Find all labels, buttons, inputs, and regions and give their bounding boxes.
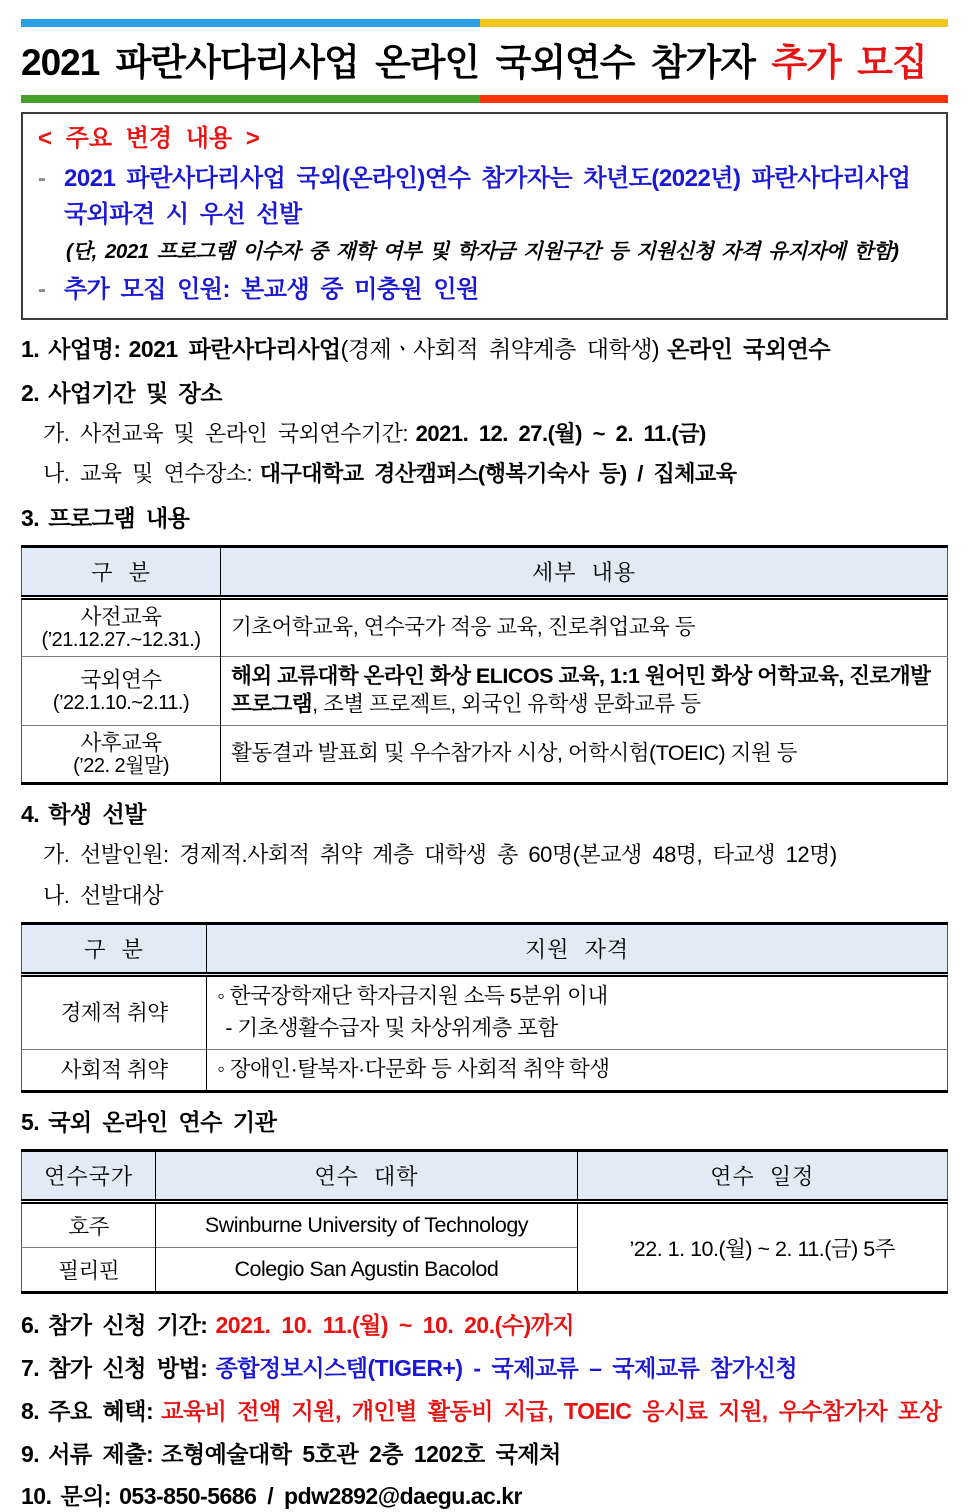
item-label: 문의: <box>60 1483 112 1510</box>
item-number: 1. <box>21 336 40 363</box>
institutions-table-header-country: 연수국가 <box>22 1150 156 1201</box>
item7-value: 종합정보시스템(TIGER+) - 국제교류 – 국제교류 참가신청 <box>215 1354 798 1381</box>
item-number: 4. <box>21 801 40 828</box>
item-number: 3. <box>21 504 40 531</box>
institutions-row2-country: 필리핀 <box>22 1247 156 1292</box>
section-item-7 <box>21 1354 948 1384</box>
section-item-9 <box>21 1440 948 1470</box>
sub-label: 가. 사전교육 및 온라인 국외연수기간: <box>43 420 408 446</box>
category-dates: (’22.1.10.~2.11.) <box>52 691 190 714</box>
page-title-main: 2021 파란사다리사업 온라인 국외연수 참가자 <box>21 42 756 83</box>
item-label: 참가 신청 기간: <box>48 1311 208 1338</box>
item-number: 8. <box>21 1397 40 1424</box>
page-title <box>21 40 948 86</box>
item-number: 5. <box>21 1109 40 1136</box>
bullet-dash: - <box>38 165 46 193</box>
item-label: 프로그램 내용 <box>48 504 190 531</box>
item10-value: 053-850-5686 / pdw2892@daegu.ac.kr <box>119 1483 522 1510</box>
notice-bullet-1 <box>38 161 931 233</box>
program-row1-detail: 기초어학교육, 연수국가 적응 교육, 진로취업교육 등 <box>221 597 948 656</box>
item-2-sub-a <box>21 420 948 449</box>
eligibility-table-header-qualification: 지원 자격 <box>207 924 948 975</box>
item6-value: 2021. 10. 11.(월) ~ 10. 20.(수)까지 <box>215 1311 575 1338</box>
qualification-line: ◦ 한국장학재단 학자금지원 소득 5분위 이내 <box>217 984 608 1009</box>
item-label: 학생 선발 <box>48 801 146 828</box>
notice-bullet-2-text: 추가 모집 인원: 본교생 중 미충원 인원 <box>64 276 479 304</box>
item-label: 국외 온라인 연수 기관 <box>48 1109 277 1136</box>
bullet-dash: - <box>38 276 46 304</box>
table-row <box>22 975 948 1050</box>
item-4-sub-a: 가. 선발인원: 경제적.사회적 취약 계층 대학생 총 60명(본교생 48명, 타교생 12명) <box>43 842 837 868</box>
notice-bullet-1-text: 2021 파란사다리사업 국외(온라인)연수 참가자는 차년도(2022년) 파란사다리사업 국외파견 시 우선 선발 <box>64 165 911 229</box>
notice-bullet-2 <box>38 272 931 308</box>
eligibility-table-header-category: 구 분 <box>22 924 207 975</box>
eligibility-row2-detail: ◦ 장애인·탈북자·다문화 등 사회적 취약 학생 <box>207 1050 948 1092</box>
item-2-sub-b <box>21 460 948 489</box>
item1-bold-part2: 온라인 국외연수 <box>667 336 831 363</box>
program-row3-detail: 활동결과 발표회 및 우수참가자 시상, 어학시험(TOEIC) 지원 등 <box>221 725 948 783</box>
section-item-8 <box>21 1397 948 1427</box>
category-dates: (’21.12.27.~12.31.) <box>41 628 201 651</box>
sub-label: 나. 교육 및 연수장소: <box>43 461 253 487</box>
bar-blue-segment <box>21 19 480 27</box>
program-table <box>21 545 948 786</box>
institutions-row1-university: Swinburne University of Technology <box>156 1201 577 1247</box>
eligibility-table <box>21 922 948 1093</box>
table-row <box>22 597 948 656</box>
bar-red-segment <box>480 95 948 103</box>
item-label: 주요 혜택: <box>48 1397 154 1424</box>
category-name: 사후교육 <box>80 730 162 755</box>
program-row3-category <box>22 725 221 783</box>
eligibility-row1-category: 경제적 취약 <box>60 1001 168 1026</box>
notice-note: (단, 2021 프로그램 이수자 중 재학 여부 및 학자금 지원구간 등 지원신청 자격 유지자에 한함) <box>66 240 899 264</box>
section-item-1 <box>21 335 948 364</box>
institutions-table-header-university: 연수 대학 <box>156 1150 577 1201</box>
institutions-row1-country: 호주 <box>68 1214 109 1239</box>
item-number: 7. <box>21 1354 40 1381</box>
institutions-table <box>21 1149 948 1294</box>
table-header-row <box>22 546 948 597</box>
item-number: 2. <box>21 379 40 406</box>
qualification-line: - 기초생활수급자 및 차상위계층 포함 <box>225 1016 558 1041</box>
section-item-6 <box>21 1311 948 1341</box>
section-item-10 <box>21 1482 948 1512</box>
item1-normal-part: (경제ㆍ사회적 취약계층 대학생) <box>340 336 660 363</box>
item-4-sub-b: 나. 선발대상 <box>43 882 163 908</box>
program-table-header-category: 구 분 <box>22 546 221 597</box>
bar-yellow-segment <box>480 19 948 27</box>
institutions-schedule: ’22. 1. 10.(월) ~ 2. 11.(금) 5주 <box>577 1201 947 1292</box>
eligibility-row2-category: 사회적 취약 <box>22 1050 207 1092</box>
sub-value: 대구대학교 경산캠퍼스(행복기숙사 등) / 집체교육 <box>259 461 737 487</box>
program-row2-detail <box>221 657 948 726</box>
program-row1-category <box>22 597 221 656</box>
table-row <box>22 657 948 726</box>
second-color-bar <box>21 95 948 103</box>
category-dates: (’22. 2월말) <box>73 754 169 777</box>
section-item-3 <box>21 504 948 533</box>
item9-value: 조형예술대학 5호관 2층 1202호 국제처 <box>161 1440 561 1467</box>
item-number: 10. <box>21 1483 52 1510</box>
item-number: 9. <box>21 1440 40 1467</box>
item-label: 참가 신청 방법: <box>48 1354 208 1381</box>
bar-green-segment <box>21 95 480 103</box>
table-header-row <box>22 1150 948 1201</box>
program-row2-category <box>22 657 221 726</box>
institutions-table-header-schedule: 연수 일정 <box>577 1150 947 1201</box>
item-label: 사업명: <box>48 336 121 363</box>
table-row <box>22 725 948 783</box>
item1-bold-part1: 2021 파란사다리사업 <box>128 336 341 363</box>
item-number: 6. <box>21 1311 40 1338</box>
table-row <box>22 1201 948 1247</box>
section-item-5 <box>21 1108 948 1137</box>
notice-box <box>21 112 948 320</box>
detail-normal-part: , 조별 프로젝트, 외국인 유학생 문화교류 등 <box>312 691 701 716</box>
institutions-row2-university: Colegio San Agustin Bacolod <box>156 1247 577 1292</box>
item8-value: 교육비 전액 지원, 개인별 활동비 지급, TOEIC 응시료 지원, 우수참가자 포상 <box>161 1397 942 1424</box>
program-table-header-detail: 세부 내용 <box>221 546 948 597</box>
eligibility-row1-detail <box>207 975 948 1050</box>
sub-value: 2021. 12. 27.(월) ~ 2. 11.(금) <box>415 420 706 446</box>
table-header-row <box>22 924 948 975</box>
table-row <box>22 1050 948 1092</box>
section-item-4 <box>21 800 948 829</box>
notice-heading: < 주요 변경 내용 > <box>38 125 260 153</box>
category-name: 국외연수 <box>80 667 162 692</box>
detail-bold-part: 해외 교류대학 온라인 화상 ELICOS 교육, 1:1 원어민 화상 어학교육, 진로개발 프로그램 <box>231 664 931 716</box>
section-item-2 <box>21 379 948 408</box>
page-title-accent: 추가 모집 <box>771 42 927 83</box>
top-color-bar <box>21 19 948 27</box>
item-label: 사업기간 및 장소 <box>48 379 222 406</box>
category-name: 사전교육 <box>80 604 162 629</box>
item-label: 서류 제출: <box>48 1440 154 1467</box>
